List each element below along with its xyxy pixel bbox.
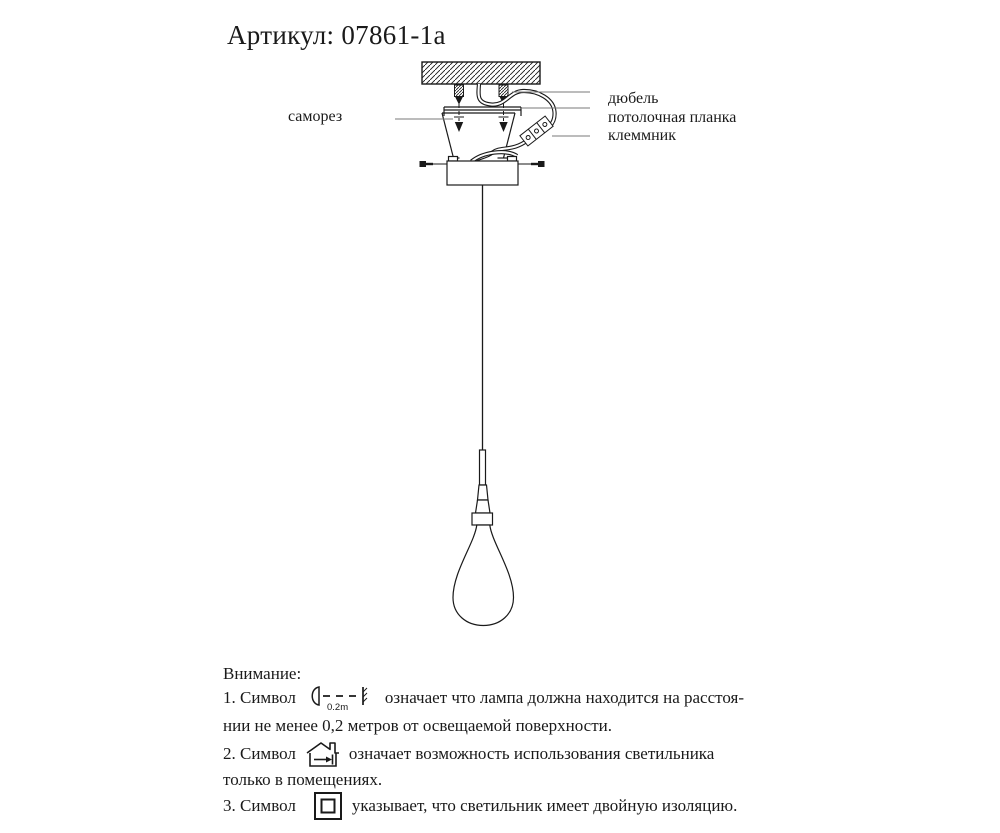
attention-item-2-text: означает возможность использования светильника [348,744,715,763]
lamp-pendant [453,450,514,626]
lamp-min-distance-icon [306,684,376,712]
double-insulation-icon [313,791,343,821]
indoor-use-only-icon [305,740,341,768]
attention-item-2-line-2: только в помещениях. [223,770,383,789]
screw-centerline-left [454,104,464,132]
attention-item-3-text: указывает, что светильник имеет двойную изоляцию. [351,796,738,815]
screw-centerline-right [499,104,509,132]
label-planka: потолочная планка [608,109,737,126]
leader-lines [395,92,590,136]
attention-item-1-line-2: нии не менее 0,2 метров от освещаемой поверхности. [223,716,612,735]
attention-item-1-text: означает что лампа должна находится на расстоя- [384,688,744,707]
attention-item-2-line-1 [223,740,714,768]
terminal-block [520,116,553,146]
attention-item-1-prefix: 1. Символ [223,688,296,707]
ceiling-plate [444,107,521,116]
attention-item-1-line-1 [223,684,744,712]
attention-item-3-line-1 [223,791,737,821]
article-title: Артикул: 07861-1a [227,20,446,50]
teardrop-shade [453,525,514,626]
label-dyubel: дюбель [608,90,659,107]
label-samorez: саморез [288,108,343,125]
canopy-screw-left-icon [420,161,448,167]
min-distance-caption: 0.2m [326,702,348,712]
dowel-left-icon [455,85,464,104]
attention-item-2-prefix: 2. Символ [223,744,296,763]
canopy [447,157,518,186]
canopy-screw-right-icon [518,161,545,167]
attention-item-3-prefix: 3. Символ [223,796,296,815]
label-klemmnik: клеммник [608,127,677,144]
ceiling-hatch [422,62,540,84]
attention-heading: Внимание: [223,664,302,683]
